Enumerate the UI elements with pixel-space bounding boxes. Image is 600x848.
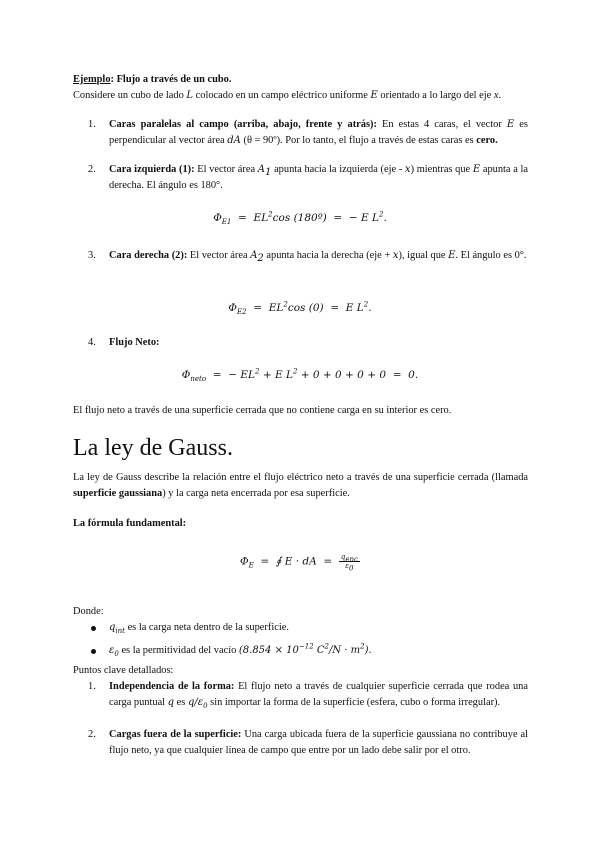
item2-var-A: A [257, 164, 266, 175]
equation-flux-left: $\Phi_{E1} = EL^2\cos$ (180º) = − E $L^2$. [213, 210, 387, 227]
item1-text-b: es perpendicular al vector área [109, 119, 528, 146]
item1-var-E: E [506, 119, 515, 130]
point1-var-q: q [167, 697, 175, 708]
intro-var-x: x [493, 90, 499, 101]
example-title [73, 72, 528, 88]
intro-text-d: . [498, 90, 502, 101]
permittivity-value: ($8.854 \times 10^{-12}$ $C^2/N \cdot m^2$). [238, 642, 372, 656]
gauss-desc-a: La ley de Gauss describe la relación entre el flujo eléctrico neto a través de una superficie cerrada (llamada [73, 472, 528, 483]
intro-text-c: orientado a lo largo del eje [377, 90, 494, 101]
list-item-number: 1. [88, 119, 96, 130]
intro-text-a: Considere un cubo de lado [73, 90, 187, 101]
gauss-desc-bold: superficie gaussiana [73, 488, 163, 499]
bullet-var-qint: $q_{int}$ [109, 622, 125, 635]
list-item-bold: Caras paralelas al campo (arriba, abajo, frente y atrás): [109, 119, 377, 130]
list-item-2 [90, 162, 528, 194]
item3-text-c: ), igual que [398, 250, 449, 261]
example-intro [73, 88, 528, 104]
list-item-1 [90, 117, 528, 149]
point1-var-ratio: $q/\varepsilon_0$ [187, 697, 208, 710]
item3-var-A: A [250, 250, 258, 261]
item3-var-E: E [448, 250, 456, 261]
key-point-2 [90, 727, 528, 759]
item2-text-a: El vector área [194, 164, 258, 175]
point1-text-b: es [174, 697, 188, 708]
list-item-number: 2. [88, 729, 96, 740]
bullet-dot [91, 649, 96, 654]
donde-label: Donde: [73, 606, 104, 617]
item2-text-c: ) mientras que [410, 164, 473, 175]
example-title-text: : Flujo a través de un cubo. [110, 74, 232, 85]
conclusion-text: El flujo neto a través de una superficie cerrada que no contiene carga en su interior es cero. [73, 405, 452, 416]
list-item-number: 3. [88, 250, 96, 261]
key-points-title: Puntos clave detallados: [73, 665, 174, 676]
list-item-4 [90, 335, 528, 351]
item3-var-sub: 2 [257, 253, 264, 265]
item1-bold-end: cero. [476, 135, 498, 146]
intro-text-b: colocado en un campo eléctrico uniforme [193, 90, 371, 101]
item3-text-a: El vector área [187, 250, 251, 261]
list-item-number: 4. [88, 337, 96, 348]
list-item-bold: Flujo Neto: [109, 337, 160, 348]
item1-text-a: En estas 4 caras, el vector [376, 119, 507, 130]
intro-var-E: E [370, 90, 378, 101]
section-heading: La ley de Gauss. [73, 435, 233, 461]
bullet-var-eps0: $\varepsilon_0$ [109, 645, 119, 658]
item3-var-x: x [392, 250, 399, 261]
equation-flux-net: $\Phi_{neto}$ = − $EL^2 + E$ $L^2 + 0 + 0 + 0 + 0 = 0$. [181, 367, 419, 384]
list-item-bold: Cara izquierda (1): [109, 164, 195, 175]
item1-var-dA: dA [227, 135, 241, 146]
item1-text-c: (θ = 90º). Por lo tanto, el flujo a través de estas caras es [240, 135, 477, 146]
point1-text-a: El flujo neto a través de cualquier superficie cerrada que rodea una carga puntual [109, 681, 528, 708]
example-label: Ejemplo [73, 74, 111, 85]
item2-var-x: x [404, 164, 411, 175]
list-item-bold: Independencia de la forma: [109, 681, 235, 692]
item2-var-E: E [472, 164, 481, 175]
bullet1-text: es la carga neta dentro de la superficie. [124, 622, 289, 633]
intro-var-L: L [186, 90, 194, 101]
gauss-desc-b: ) y la carga neta encerrada por esa superficie. [162, 488, 350, 499]
point1-text-c: sin importar la forma de la superficie (esfera, cubo o forma irregular). [207, 697, 501, 708]
bullet-item-1 [91, 620, 289, 636]
item3-text-d: . El ángulo es 0°. [455, 250, 527, 261]
item2-text-b: apunta hacia la izquierda (eje - [271, 164, 405, 175]
list-item-number: 1. [88, 681, 96, 692]
bullet2-text: es la permitividad del vacío [118, 645, 239, 656]
list-item-bold: Cara derecha (2): [109, 250, 188, 261]
key-point-1 [90, 679, 528, 711]
item3-text-b: apunta hacia la derecha (eje + [263, 250, 393, 261]
bullet-dot [91, 626, 96, 631]
list-item-3 [90, 248, 528, 264]
point2-text-a: Una carga ubicada fuera de la superficie gaussiana no contribuye al flujo neto, ya que cualquier línea de campo que entre por un lado debe salir por el otro. [109, 729, 528, 756]
formula-fraction: $\frac{q_{enc}}{\varepsilon_0}$ [340, 553, 358, 573]
list-item-number: 2. [88, 164, 96, 175]
equation-flux-right: $\Phi_{E2} = EL^2\cos$ (0) = E $L^2$. [228, 300, 372, 317]
list-item-bold: Cargas fuera de la superficie: [109, 729, 242, 740]
formula-title: La fórmula fundamental: [73, 518, 187, 529]
gauss-description [73, 470, 528, 502]
item2-var-sub: 1 [265, 167, 272, 179]
item2-text-d: apunta a la derecha. El ángulo es 180°. [109, 164, 528, 191]
gauss-formula: $\Phi_E$ = ∮ E · dA = $\frac{q_{enc}}{\varepsilon_0}$ [240, 553, 358, 573]
bullet-item-2 [91, 643, 372, 659]
